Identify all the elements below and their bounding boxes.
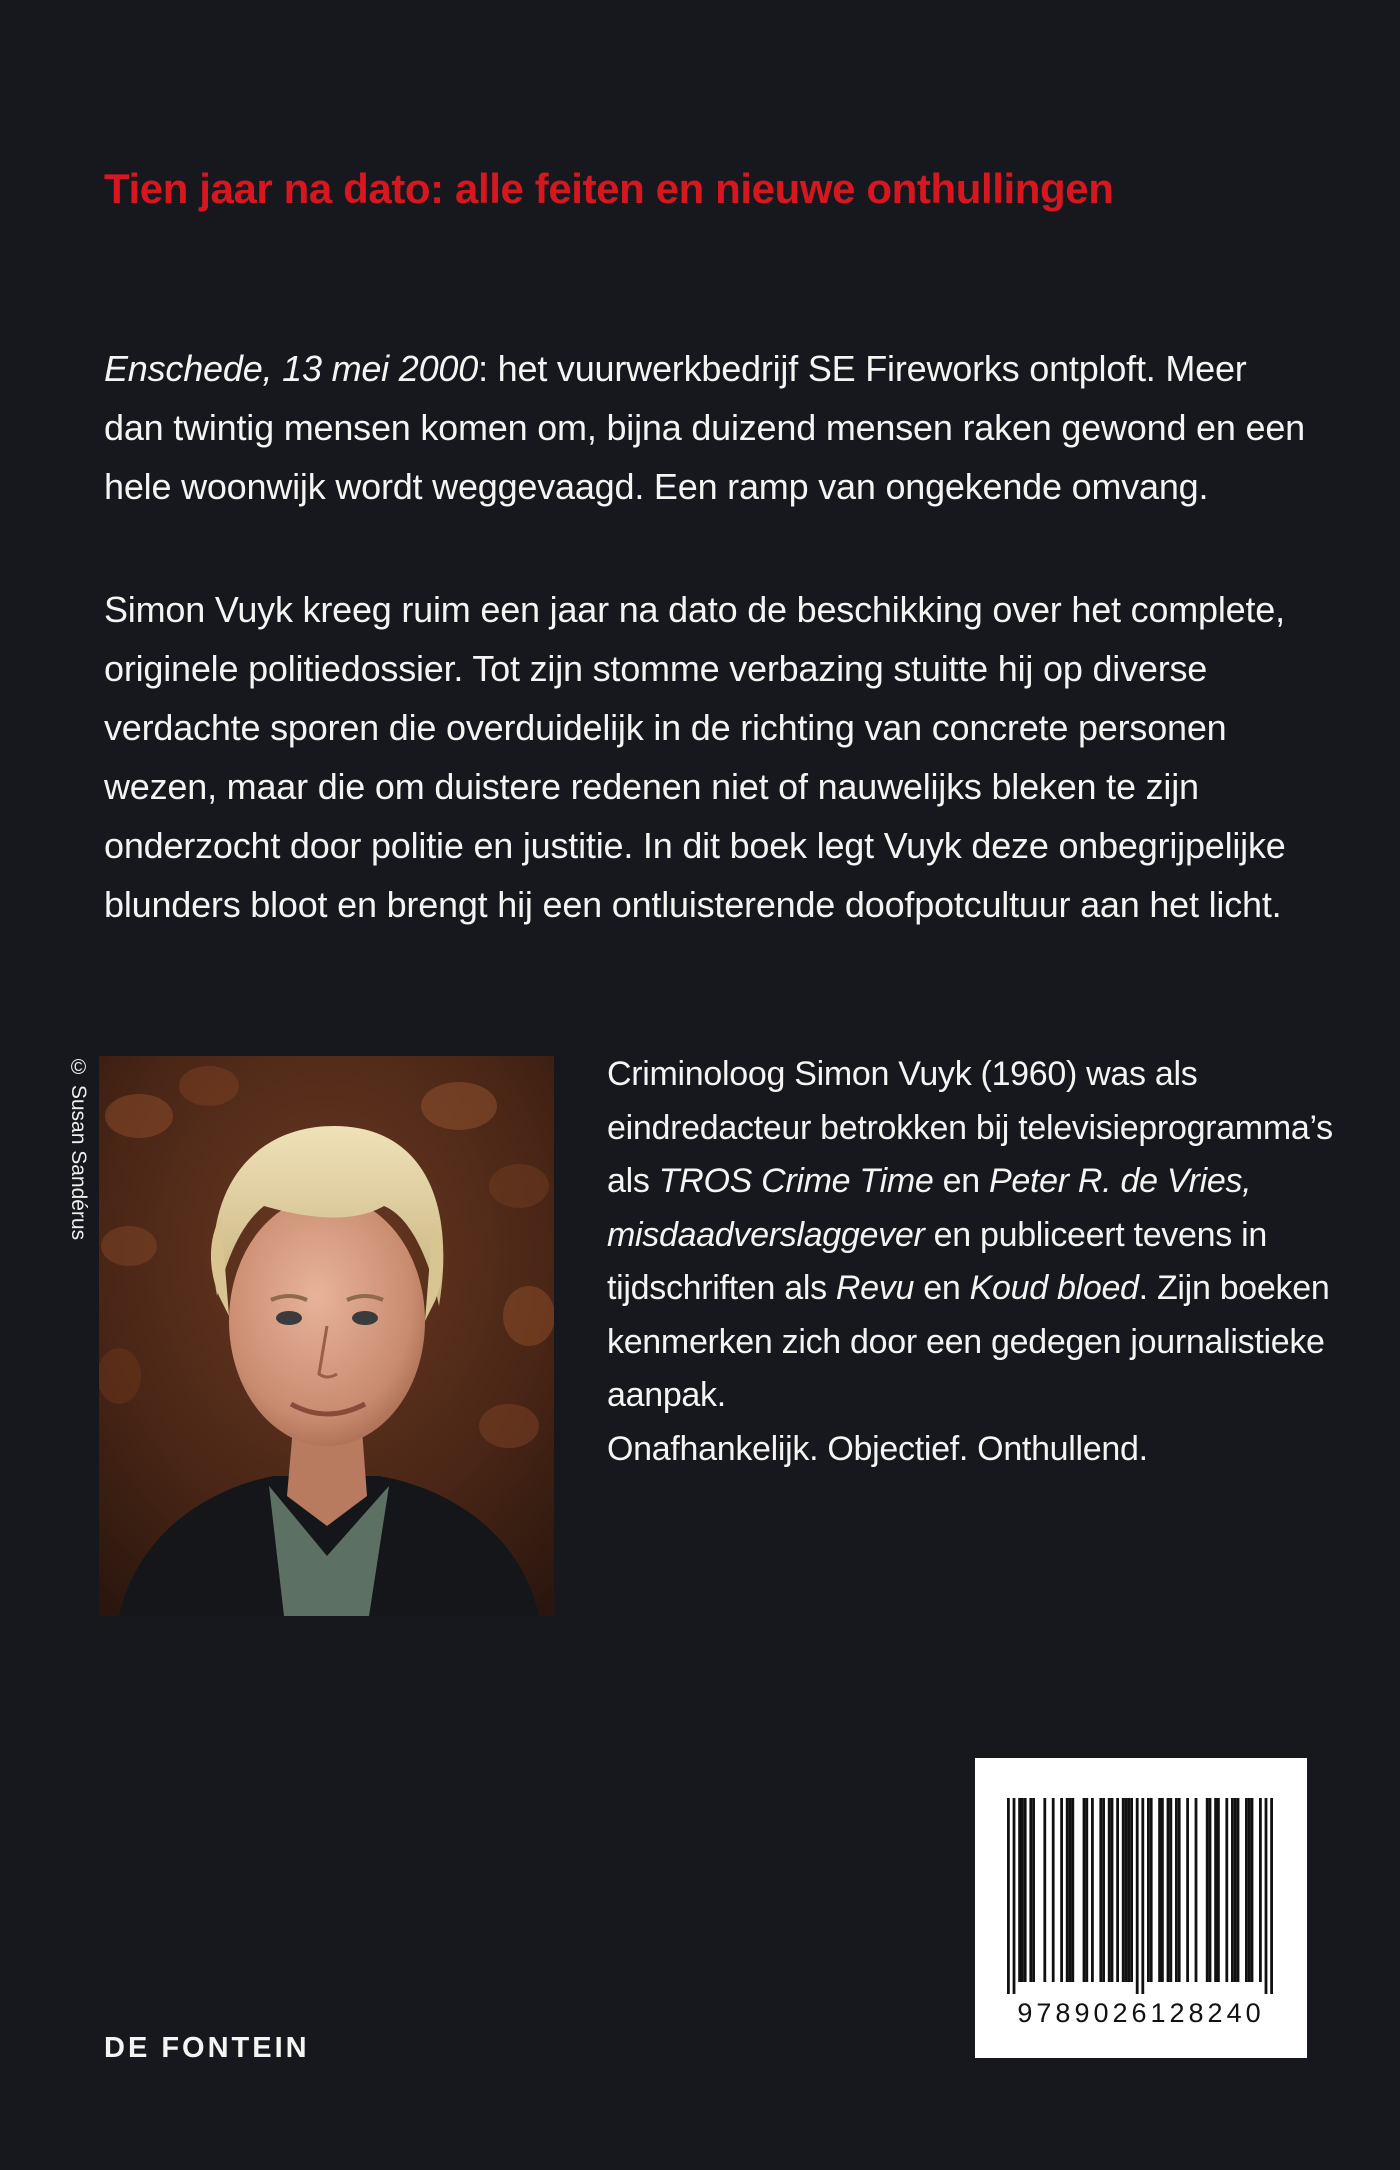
publisher-name: DE FONTEIN [104,2032,310,2064]
barcode-bar [1217,1798,1220,1982]
barcode-bar [1091,1798,1094,1982]
barcode-bar [1175,1798,1178,1982]
photo-credit: © Susan Sandérus [67,1056,90,1241]
bio-show-title-2: Peter R. de Vries, misdaadverslaggever [607,1162,1252,1254]
barcode-bar [1136,1798,1139,1994]
barcode-bar [1029,1798,1032,1982]
barcode-bar [1032,1798,1035,1982]
barcode-bar [1237,1798,1240,1982]
barcode-graphic [975,1758,1307,2058]
barcode-bar [1158,1798,1161,1982]
bio-text-3: en publiceert tevens in tijdschriften als [607,1215,1267,1307]
barcode-bar [1225,1798,1228,1982]
barcode-bar [1195,1798,1198,1982]
bio-text-4: en [914,1269,970,1307]
barcode-bar [1125,1798,1128,1982]
blurb-paragraph-1-text: : het vuurwerkbedrijf SE Fireworks ontploft. Meer dan twintig mensen komen om, bijna duizend mensen raken gewond en een hele woonwijk wordt weggevaagd. Een ramp van ongekende omvang. [104,348,1305,507]
blurb-place-date: Enschede, 13 mei 2000 [104,348,479,389]
barcode-bar [1209,1798,1212,1982]
barcode-bar [1085,1798,1088,1982]
bio-tagline: Onafhankelijk. Objectief. Onthullend. [607,1429,1148,1468]
barcode-bar [1052,1798,1055,1982]
bio-show-title-1: TROS Crime Time [658,1162,934,1200]
blurb-paragraph-2: Simon Vuyk kreeg ruim een jaar na dato de beschikking over het complete, originele politiedossier. Tot zijn stomme verbazing stuitte hij op diverse verdachte sporen die overduidelijk in de richting van concrete personen wezen, maar die om duistere redenen niet of nauwelijks bleken te zijn onderzocht door politie en justitie. In dit boek legt Vuyk deze onbegrijpelijke blunders bloot en brengt hij een ontluisterende doofpotcultuur aan het licht. [104,589,1286,925]
barcode-bar [1111,1798,1114,1982]
blurb-paragraph-1 [104,339,1314,516]
author-portrait-illustration [99,1056,554,1616]
barcode-bar [1251,1798,1254,1982]
author-bio [607,1048,1337,1476]
barcode-bar [1071,1798,1074,1982]
barcode-bar [1069,1798,1072,1982]
barcode-bar [1214,1798,1217,1982]
barcode-bar [1130,1798,1133,1982]
barcode-bar [1102,1798,1105,1982]
barcode-bar [1178,1798,1181,1982]
barcode-bar [1108,1798,1111,1982]
barcode-bar [1206,1798,1209,1982]
bio-text-2: en [933,1162,989,1200]
barcode-bar [1007,1798,1010,1994]
barcode-bar [1169,1798,1172,1982]
barcode-bar [1270,1798,1273,1994]
barcode-bar [1099,1798,1102,1982]
barcode-bar [1127,1798,1130,1982]
barcode-bar [1116,1798,1119,1982]
barcode-bar [1265,1798,1268,1994]
barcode-bar [1024,1798,1027,1982]
barcode-bar [1186,1798,1189,1982]
barcode-bar [1259,1798,1262,1982]
barcode [975,1758,1307,2058]
barcode-bar [1021,1798,1024,1982]
barcode-bar [1122,1798,1125,1982]
bio-text-5: . Zijn boeken kenmerken zich door een gedegen journalistieke aanpak. [607,1269,1330,1414]
barcode-bar [1147,1798,1150,1982]
barcode-bar [1083,1798,1086,1982]
barcode-bar [1060,1798,1063,1982]
barcode-bar [1248,1798,1251,1982]
barcode-bar [1245,1798,1248,1982]
barcode-bar [1231,1798,1234,1982]
bio-magazine-2: Koud bloed [969,1269,1139,1307]
barcode-bar [1141,1798,1144,1994]
bio-magazine-1: Revu [835,1269,915,1307]
barcode-bar [1150,1798,1153,1982]
barcode-bar [1043,1798,1046,1982]
barcode-digits: 9789026128240 [1017,1998,1265,2028]
barcode-bar [1161,1798,1164,1982]
barcode-bar [1234,1798,1237,1982]
bio-text-1: Criminoloog Simon Vuyk (1960) was als eindredacteur betrokken bij televisieprogramma’s als [607,1055,1333,1200]
cover-headline: Tien jaar na dato: alle feiten en nieuwe onthullingen [104,165,1114,212]
barcode-bar [1066,1798,1069,1982]
barcode-bar [1018,1798,1021,1982]
barcode-bar [1167,1798,1170,1982]
barcode-bar [1013,1798,1016,1994]
author-photo [99,1056,554,1616]
